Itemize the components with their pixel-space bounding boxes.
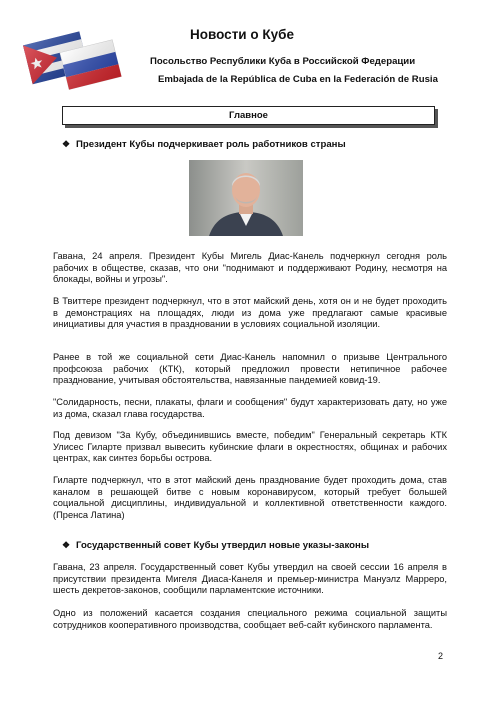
site-title: Новости о Кубе (190, 27, 294, 42)
article-headline (62, 139, 346, 150)
section-label: Главное (62, 106, 435, 125)
article-paragraph: Гиларте подчеркнул, что в этот майский день празднование будет проходить дома, став каналом в решающей битве с новым коронавирусом, который требует большей социальной дисциплины, индивидуальной и коллективной ответственности каждого. (Пренса Латина) (53, 475, 447, 520)
article-paragraph: "Солидарность, песни, плакаты, флаги и сообщения" будут характеризовать дату, но уже из дома, сказал глава государства. (53, 397, 447, 419)
article-paragraph: Ранее в той же социальной сети Диас-Канель напомнил о призыве Центрального профсоюза рабочих (КТК), который предложил провести нетипичное рабочее празднование, учитывая обстоятельства, навязанные пандемией ковид-19. (53, 352, 447, 386)
cuba-russia-flags-logo (22, 20, 122, 100)
article-paragraph: В Твиттере президент подчеркнул, что в этот майский день, хотя он и не будет проходить в демонстрациях на площадях, люди из дома уже предлагают самые красивые инициативы для участия в праздновании в условиях социальной изоляции. (53, 296, 447, 330)
article-paragraph: Под девизом "За Кубу, объединившись вместе, победим" Генеральный секретарь КТК Улиcес Гиларте призвал вывесить кубинские флаги в окрестностях, общинах и рабочих центрах, как синтез борьбы острова. (53, 430, 447, 464)
embassy-name-spanish: Embajada de la República de Cuba en la Federación de Rusia (158, 74, 438, 85)
embassy-name-russian: Посольство Республики Куба в Российской Федерации (150, 56, 416, 67)
article-paragraph: Гавана, 23 апреля. Государственный совет Кубы утвердил на своей сессии 16 апреля в присутствии президента Мигеля Диаса-Канеля и премьер-министра Мануэлz Марреро, шесть декретов-законов, сообщили парламентские источники. (53, 562, 447, 596)
page-number: 2 (438, 651, 444, 661)
diamond-bullet-icon: ❖ (62, 540, 71, 550)
president-photo (189, 160, 303, 236)
diamond-bullet-icon: ❖ (62, 139, 71, 149)
article-paragraph: Гавана, 24 апреля. Президент Кубы Мигель Диас-Канель подчеркнул сегодня роль рабочих в обществе, сказав, что они "поднимают и поддерживают Родину, несмотря на блокады, войны и угрозы". (53, 251, 447, 285)
article-headline-text: Государственный совет Кубы утвердил новые указы-законы (76, 540, 370, 551)
article-paragraph: Одно из положений касается создания специального режима социальной защиты сотрудников кооперативного производства, сообщает веб-сайт кубинского парламента. (53, 608, 447, 630)
article-headline-text: Президент Кубы подчеркивает роль работников страны (76, 139, 346, 150)
article-headline (62, 540, 369, 551)
